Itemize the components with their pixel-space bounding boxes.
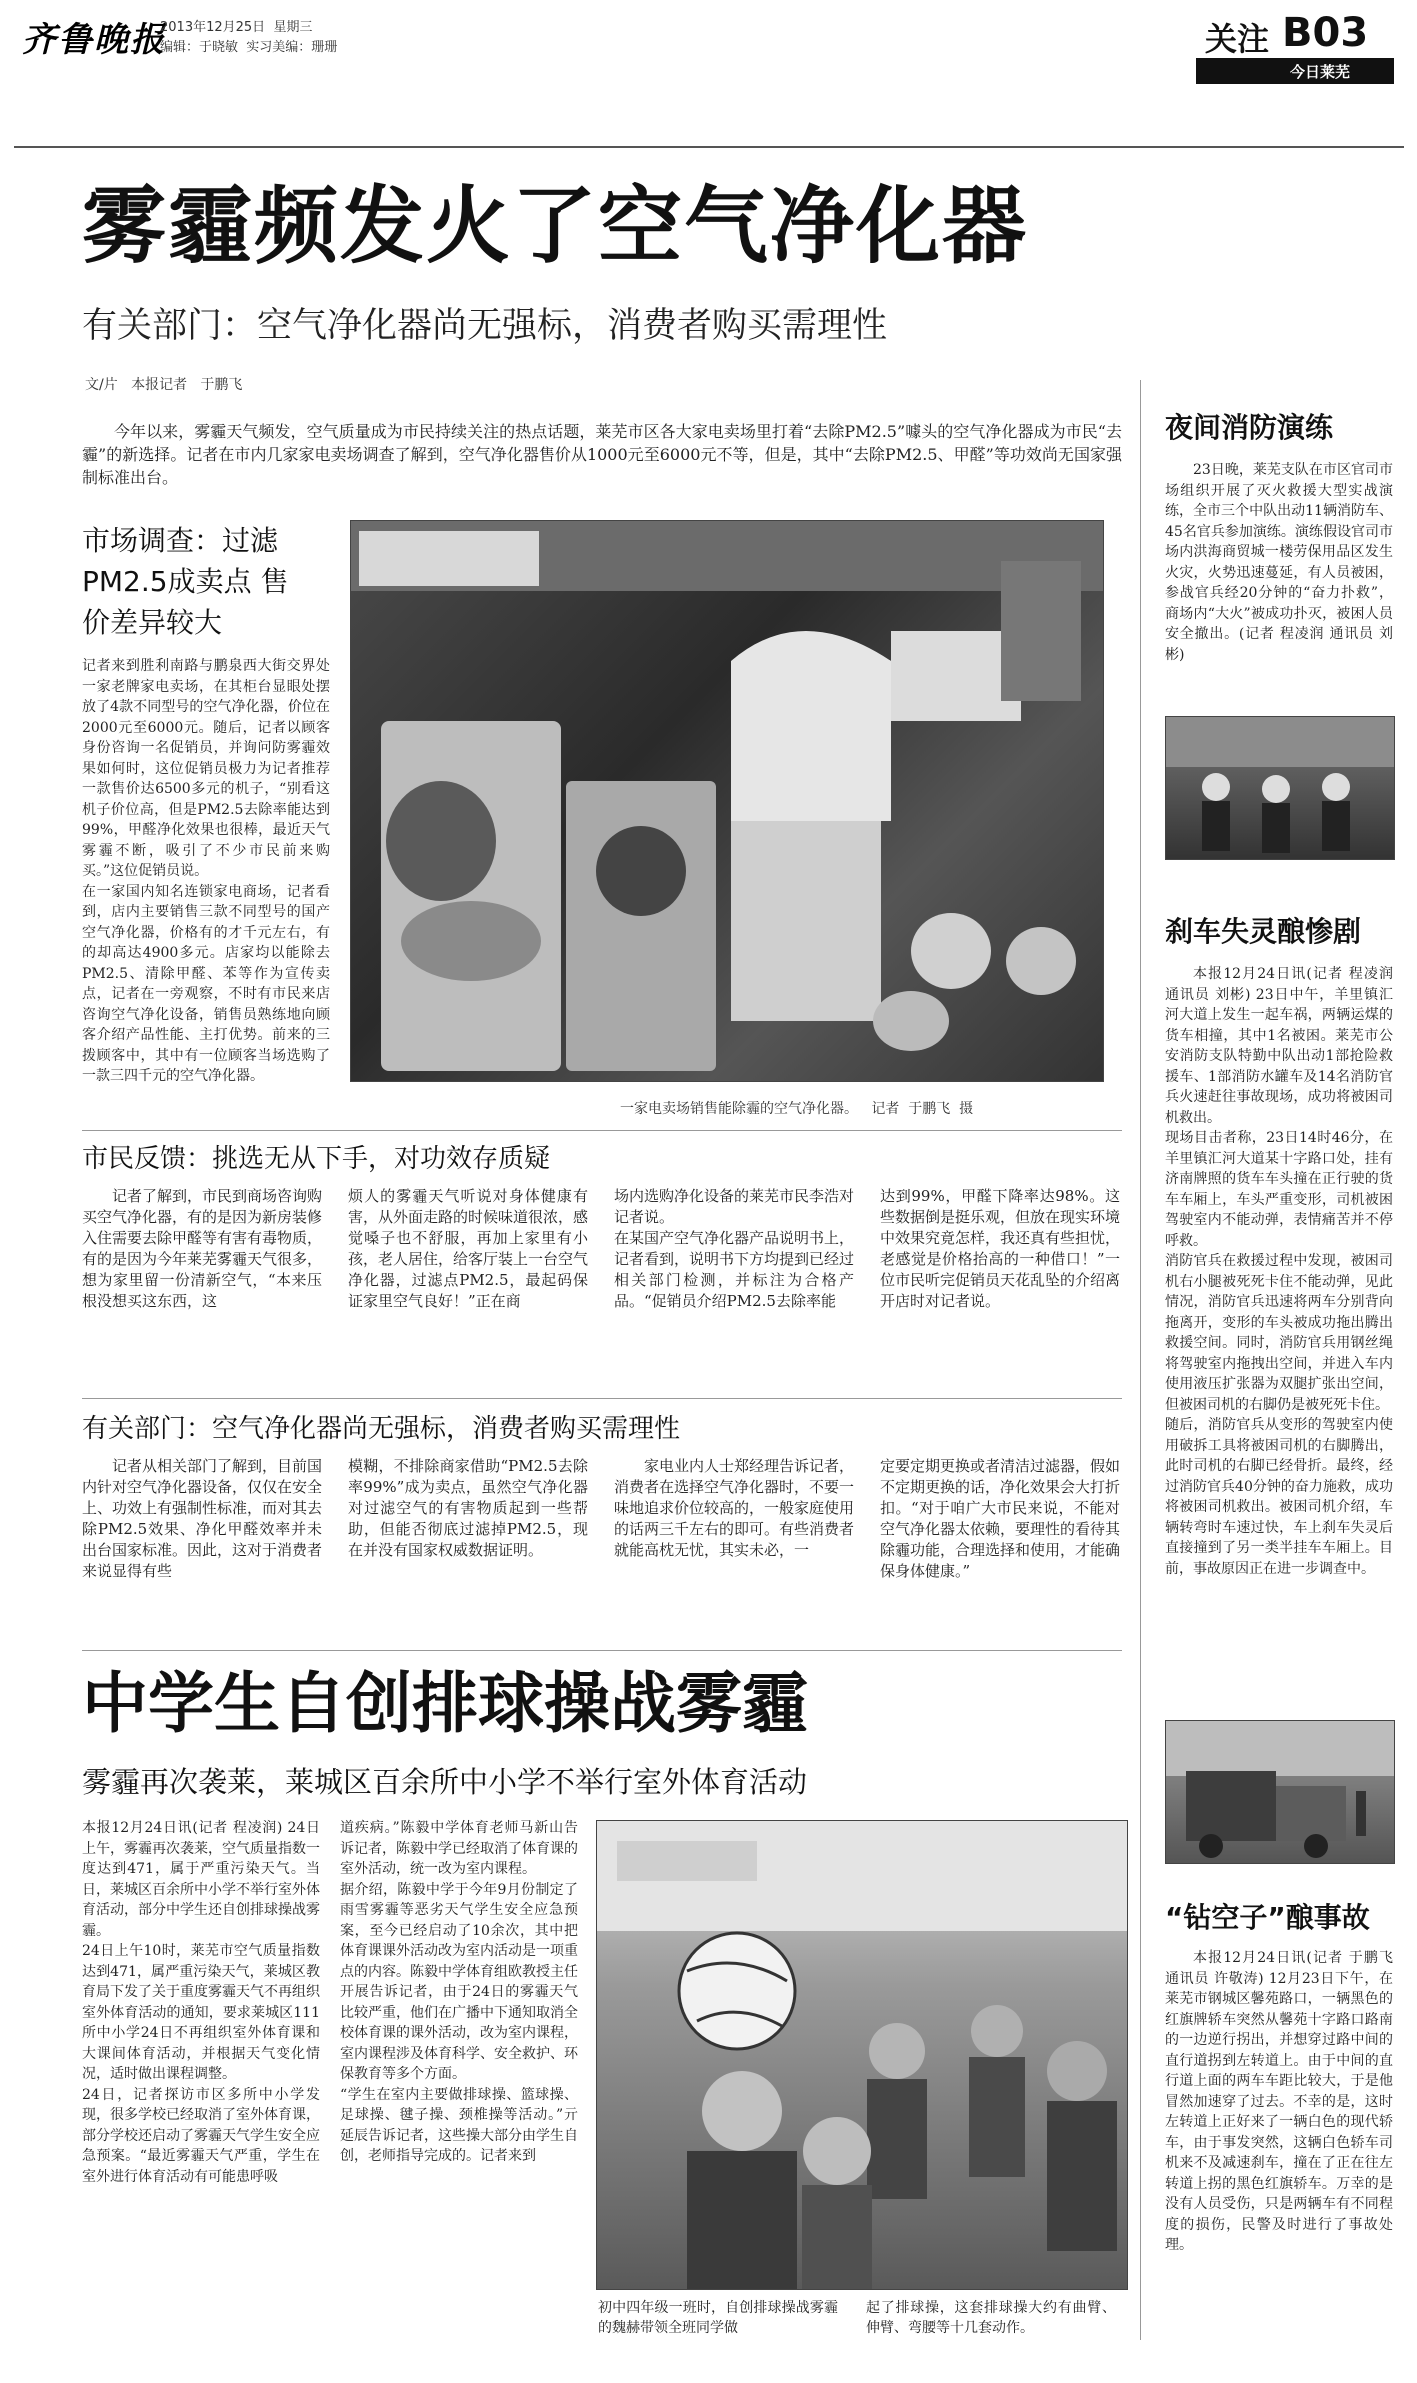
lead-photo-caption: 一家电卖场销售能除霾的空气净化器。 记者 于鹏飞 摄 [620, 1101, 974, 1117]
section-label: 关注 [1205, 20, 1270, 58]
air-purifier-photo-art [351, 521, 1103, 1081]
date-text: 2013年12月25日 [160, 20, 266, 35]
fire-drill-photo [1165, 716, 1395, 860]
section3-rule [82, 1398, 1122, 1399]
regulation-heading: 有关部门：空气净化器尚无强标，消费者购买需理性 [82, 1414, 681, 1444]
page-number: B03 [1282, 10, 1369, 56]
second-photo-caption-left: 初中四年级一班时，自创排球操战雾霾的魏赫带领全班同学做 [598, 2300, 838, 2336]
market-survey-heading: 市场调查：过滤PM2.5成卖点 售价差异较大 [82, 524, 289, 639]
second-col-2: 道疾病。”陈毅中学体育老师马新山告诉记者，陈毅中学已经取消了体育课的室外活动，统一改为室内课程。 据介绍，陈毅中学于今年9月份制定了雨雪雾霾等恶劣天气学生安全应急预案，至今已经启动了10余次，其中把体育课课外活动改为室内活动是一项重点的内容。陈毅中学体育组欧教授主任开展告诉记者，由于24日的雾霾天气比较严重，他们在广播中下通知取消全校体育课的课外活动，改为室内课程，室内课程涉及体育科学、安全救护、环保教育等多个方面。 “学生在室内主要做排球操、篮球操、足球操、毽子操、颈椎操等活动。”亓延辰告诉记者，这些操大部分由学生自创，老师指导完成的。记者来到 [340, 1820, 578, 2164]
fire-drill-body: 23日晚，莱芜支队在市区官司市场组织开展了灭火救援大型实战演练，全市三个中队出动11辆消防车、45名官兵参加演练。演练假设官司市场内洪海商贸城一楼劳保用品区发生火灾，火势迅速蔓延，有人员被困，参战官兵经20分钟的“奋力扑救”，商场内“大火”被成功扑灭，被困人员安全撤出。(记者 程凌润 通讯员 刘彬) [1165, 462, 1393, 663]
second-photo-caption-right: 起了排球操，这套排球操大约有曲臂、伸臂、弯腰等十几套动作。 [866, 2300, 1116, 2336]
designer-text: 实习美编：珊珊 [246, 40, 338, 55]
citizen-feedback-heading: 市民反馈：挑选无从下手，对功效存质疑 [82, 1144, 551, 1174]
feedback-col-4: 达到99%，甲醛下降率达98%。这些数据倒是挺乐观，但放在现实环境中效果究竟怎样，我还真有些担忧，老感觉是价格抬高的一种借口！”一位市民听完促销员天花乱坠的介绍离开店时对记者说。 [880, 1187, 1121, 1310]
lead-headline: 雾霾频发火了空气净化器 [82, 177, 1029, 275]
subsection-label: 今日莱芜 [1290, 63, 1351, 81]
masthead-logo: 齐鲁晚报 [22, 20, 166, 60]
regulation-col-2: 模糊，不排除商家借助“PM2.5去除率99%”成为卖点，虽然空气净化器对过滤空气的有害物质起到一些帮助，但能否彻底过滤掉PM2.5，现在并没有国家权威数据证明。 [348, 1457, 588, 1559]
feedback-col-2: 烦人的雾霾天气听说对身体健康有害，从外面走路的时候味道很浓，感觉嗓子也不舒服，再加上家里有小孩，老人居住，给客厅装上一台空气净化器，过滤点PM2.5，最起码保证家里空气良好！”正在商 [348, 1187, 589, 1310]
masthead-date [160, 16, 312, 35]
masthead-rule [14, 146, 1404, 148]
regulation-columns [82, 1456, 1122, 1636]
lead-intro: 今年以来，雾霾天气频发，空气质量成为市民持续关注的热点话题，莱芜市区各大家电卖场里打着“去除PM2.5”噱头的空气净化器成为市民“去霾”的新选择。记者在市内几家家电卖场调查了解到，空气净化器售价从1000元至6000元不等，但是，其中“去除PM2.5、甲醛”等功效尚无国家强制标准出台。 [82, 422, 1122, 487]
air-purifier-photo [350, 520, 1104, 1082]
weekday-text: 星期三 [273, 20, 313, 35]
section2-rule [82, 1130, 1122, 1131]
lead-byline: 文/片 本报记者 于鹏飞 [85, 377, 243, 393]
volleyball-exercise-photo [596, 1820, 1128, 2290]
market-survey-body: 记者来到胜利南路与鹏泉西大街交界处一家老牌家电卖场，在其柜台显眼处摆放了4款不同型号的空气净化器，价位在2000元至6000元。随后，记者以顾客身份咨询一名促销员，并询问防雾霾效果如何时，这位促销员极力为记者推荐一款售价达6500多元的机子，“别看这机子价位高，但是PM2.5去除率能达到99%，甲醛净化效果也很棒，最近天气雾霾不断，吸引了不少市民前来购买。”这位促销员说。 在一家国内知名连锁家电商场，记者看到，店内主要销售三款不同型号的国产空气净化器，价格有的才千元左右，有的却高达4900多元。店家均以能除去PM2.5、清除甲醛、苯等作为宣传卖点，记者在一旁观察，不时有市民来店咨询空气净化设备，销售员熟练地向顾客介绍产品性能、主打优势。前来的三拨顾客中，其中有一位顾客当场选购了一款三四千元的空气净化器。 [82, 658, 330, 1084]
feedback-col-3: 场内选购净化设备的莱芜市民李浩对记者说。 在某国产空气净化器产品说明书上，记者看到，说明书下方均提到已经过相关部门检测，并标注为合格产品。“促销员介绍PM2.5去除率能 [614, 1187, 855, 1310]
sidebar-divider [1140, 380, 1141, 2340]
brake-failure-body: 本报12月24日讯(记者 程凌润 通讯员 刘彬) 23日中午，羊里镇汇河大道上发生一起车祸，两辆运煤的货车相撞，其中1名被困。莱芜市公安消防支队特勤中队出动1部抢险救援车、1部消防水罐车及14名消防官兵火速赶往事故现场，成功将被困司机救出。 现场目击者称，23日14时46分，在羊里镇汇河大道某十字路口处，挂有济南牌照的货车车头撞在正行驶的货车车厢上，车头严重变形，司机被困驾驶室内不能动弹，表情痛苦并不停呼救。 消防官兵在救援过程中发现，被困司机右小腿被死死卡住不能动弹，见此情况，消防官兵迅速将两车分别背向拖离开，变形的车头被成功拖出腾出救援空间。同时，消防官兵用钢丝绳将驾驶室内拖拽出空间，并进入车内使用液压扩张器为双腿扩张出空间，但被困司机的右脚仍是被死死卡住。 随后，消防官兵从变形的驾驶室内使用破拆工具将被困司机的右脚腾出，此时司机的右脚已经骨折。最终，经过消防官兵40分钟的奋力施救，成功将被困司机救出。被困司机介绍，车辆转弯时车速过快，车上刹车失灵后直接撞到了另一类半挂车车厢上。目前，事故原因正在进一步调查中。 [1165, 966, 1393, 1577]
shortcut-accident-heading: “钻空子”酿事故 [1165, 1901, 1370, 1934]
volleyball-exercise-photo-art [597, 1821, 1127, 2289]
brake-failure-heading: 刹车失灵酿惨剧 [1165, 915, 1362, 948]
citizen-feedback-columns [82, 1186, 1122, 1396]
truck-crash-photo-art [1166, 1721, 1394, 1863]
fire-drill-photo-art [1166, 717, 1394, 859]
feedback-col-1: 记者了解到，市民到商场咨询购买空气净化器，有的是因为新房装修入住需要去除甲醛等有害有毒物质，有的是因为今年莱芜雾霾天气很多，想为家里留一份清新空气，“本来压根没想买这东西，这 [82, 1187, 323, 1310]
second-col-1: 本报12月24日讯(记者 程凌润) 24日上午，雾霾再次袭莱，空气质量指数一度达到471，属于严重污染天气。当日，莱城区百余所中小学不举行室外体育活动，部分中学生还自创排球操战雾霾。 24日上午10时，莱芜市空气质量指数达到471，属严重污染天气，莱城区教育局下发了关于重度雾霾天气不再组织室外体育活动的通知，要求莱城区111所中小学24日不再组织室外体育课和大课间体育活动，并根据天气变化情况，适时做出课程调整。 24日，记者探访市区多所中小学发现，很多学校已经取消了室外体育课，部分学校还启动了雾霾天气学生安全应急预案。“最近雾霾天气严重，学生在室外进行体育活动有可能患呼吸 [82, 1820, 320, 2185]
shortcut-accident-body: 本报12月24日讯(记者 于鹏飞 通讯员 许敬涛) 12月23日下午，在莱芜市钢城区馨苑路口，一辆黑色的红旗牌轿车突然从馨苑十字路口路南的一边逆行拐出，并想穿过路中间的直行道拐到左转道上。由于中间的直行道上面的两车车距比较大，于是他冒然加速穿了过去。不幸的是，这时左转道上正好来了一辆白色的现代轿车，由于事发突然，这辆白色轿车司机来不及减速刹车，撞在了正在往左转道上拐的黑色红旗轿车。万幸的是没有人员受伤，只是两辆车有不同程度的损伤，民警及时进行了事故处理。 [1165, 1950, 1393, 2253]
regulation-col-4: 定要定期更换或者清洁过滤器，假如不定期更换的话，净化效果会大打折扣。“对于咱广大市民来说，不能对空气净化器太依赖，要理性的看待其除霾功能，合理选择和使用，才能确保身体健康。” [880, 1457, 1121, 1580]
fire-drill-heading: 夜间消防演练 [1165, 411, 1334, 444]
second-article-rule [82, 1650, 1122, 1651]
regulation-col-1: 记者从相关部门了解到，目前国内针对空气净化器设备，仅仅在安全上、功效上有强制性标准，而对其去除PM2.5效果、净化甲醛效率并未出台国家标准。因此，这对于消费者来说显得有些 [82, 1457, 323, 1580]
masthead-editors [160, 36, 337, 55]
lead-subheadline: 有关部门：空气净化器尚无强标，消费者购买需理性 [82, 306, 888, 346]
editor-text: 编辑：于晓敏 [160, 40, 239, 55]
regulation-col-3: 家电业内人士郑经理告诉记者，消费者在选择空气净化器时，不要一味地追求价位较高的，一般家庭使用的话两三千左右的即可。有些消费者就能高枕无忧，其实未必，一 [614, 1457, 855, 1559]
second-headline: 中学生自创排球操战雾霾 [82, 1665, 808, 1742]
second-subheadline: 雾霾再次袭莱，莱城区百余所中小学不举行室外体育活动 [82, 1765, 808, 1799]
truck-crash-photo [1165, 1720, 1395, 1864]
